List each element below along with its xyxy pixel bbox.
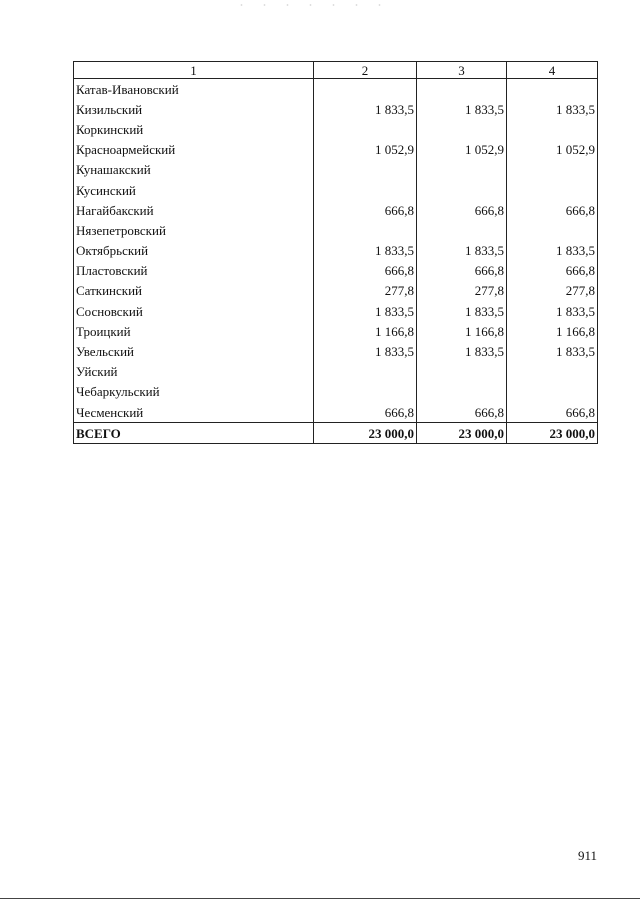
column-header: 4 (507, 62, 598, 79)
table-row (74, 140, 598, 160)
table-row (74, 362, 598, 382)
table-row (74, 382, 598, 402)
district-name: Чебаркульский (74, 382, 314, 402)
total-value-col3: 23 000,0 (417, 423, 507, 444)
table-total-row (74, 423, 598, 444)
value-col4 (507, 160, 598, 180)
allocation-table (73, 61, 598, 444)
table-header-row (74, 62, 598, 79)
value-col2 (314, 119, 417, 139)
value-col3 (417, 119, 507, 139)
value-col3 (417, 382, 507, 402)
value-col3 (417, 160, 507, 180)
value-col2: 1 166,8 (314, 321, 417, 341)
total-value-col2: 23 000,0 (314, 423, 417, 444)
value-col2: 666,8 (314, 261, 417, 281)
table-row (74, 119, 598, 139)
value-col2: 1 833,5 (314, 301, 417, 321)
value-col3: 1 833,5 (417, 301, 507, 321)
total-value-col4: 23 000,0 (507, 423, 598, 444)
column-header: 1 (74, 62, 314, 79)
value-col3: 1 166,8 (417, 321, 507, 341)
district-name: Кунашакский (74, 160, 314, 180)
value-col4: 1 052,9 (507, 140, 598, 160)
table-row (74, 261, 598, 281)
table-row (74, 241, 598, 261)
value-col3: 1 833,5 (417, 341, 507, 361)
table-row (74, 321, 598, 341)
value-col3 (417, 79, 507, 100)
value-col4: 1 833,5 (507, 99, 598, 119)
value-col2: 1 833,5 (314, 341, 417, 361)
district-name: Кизильский (74, 99, 314, 119)
district-name: Катав-Ивановский (74, 79, 314, 100)
district-name: Октябрьский (74, 241, 314, 261)
value-col4 (507, 180, 598, 200)
district-name: Уйский (74, 362, 314, 382)
district-name: Чесменский (74, 402, 314, 423)
table-row (74, 180, 598, 200)
value-col4 (507, 79, 598, 100)
scan-noise (230, 2, 390, 8)
table-row (74, 402, 598, 423)
district-name: Красноармейский (74, 140, 314, 160)
value-col3: 277,8 (417, 281, 507, 301)
value-col3 (417, 362, 507, 382)
value-col3 (417, 180, 507, 200)
value-col2 (314, 362, 417, 382)
column-header: 2 (314, 62, 417, 79)
district-name: Увельский (74, 341, 314, 361)
value-col4: 277,8 (507, 281, 598, 301)
value-col3: 1 052,9 (417, 140, 507, 160)
value-col4: 1 833,5 (507, 301, 598, 321)
district-name: Троицкий (74, 321, 314, 341)
value-col2 (314, 79, 417, 100)
value-col3: 1 833,5 (417, 99, 507, 119)
column-header: 3 (417, 62, 507, 79)
district-name: Нагайбакский (74, 200, 314, 220)
value-col3: 666,8 (417, 402, 507, 423)
value-col2: 1 833,5 (314, 241, 417, 261)
value-col2 (314, 220, 417, 240)
value-col4: 666,8 (507, 402, 598, 423)
district-name: Нязепетровский (74, 220, 314, 240)
value-col4 (507, 119, 598, 139)
value-col2: 277,8 (314, 281, 417, 301)
table-row (74, 160, 598, 180)
district-name: Пластовский (74, 261, 314, 281)
value-col2: 666,8 (314, 200, 417, 220)
page-number: 911 (578, 848, 598, 863)
value-col2 (314, 180, 417, 200)
value-col3 (417, 220, 507, 240)
value-col2: 1 833,5 (314, 99, 417, 119)
bottom-rule (0, 898, 640, 899)
table-row (74, 99, 598, 119)
district-name: Коркинский (74, 119, 314, 139)
value-col2: 666,8 (314, 402, 417, 423)
table-row (74, 200, 598, 220)
table-row (74, 301, 598, 321)
table-row (74, 79, 598, 100)
value-col2: 1 052,9 (314, 140, 417, 160)
table-row (74, 220, 598, 240)
value-col4: 666,8 (507, 261, 598, 281)
value-col4: 1 833,5 (507, 241, 598, 261)
value-col4 (507, 362, 598, 382)
value-col4 (507, 220, 598, 240)
table-row (74, 341, 598, 361)
value-col3: 666,8 (417, 261, 507, 281)
value-col3: 1 833,5 (417, 241, 507, 261)
district-name: Сосновский (74, 301, 314, 321)
table-row (74, 281, 598, 301)
value-col4: 666,8 (507, 200, 598, 220)
value-col4: 1 166,8 (507, 321, 598, 341)
value-col2 (314, 382, 417, 402)
district-name: Саткинский (74, 281, 314, 301)
value-col4: 1 833,5 (507, 341, 598, 361)
district-name: Кусинский (74, 180, 314, 200)
total-label: ВСЕГО (74, 423, 314, 444)
value-col3: 666,8 (417, 200, 507, 220)
value-col2 (314, 160, 417, 180)
value-col4 (507, 382, 598, 402)
